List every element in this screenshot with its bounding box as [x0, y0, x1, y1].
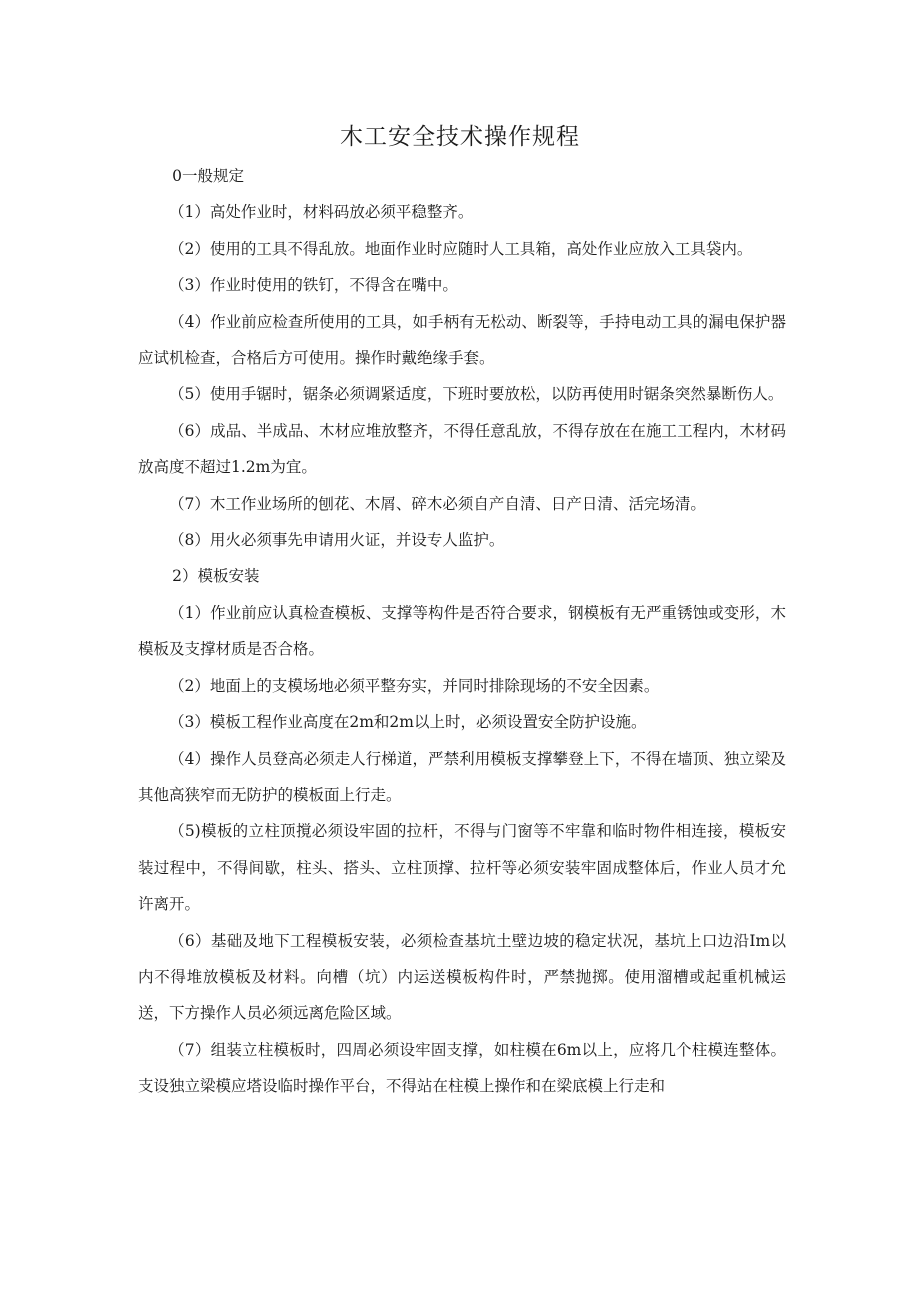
formwork-item-6: （6）基础及地下工程模板安装，必须检查基坑土壁边坡的稳定状况，基坑上口边沿Im以内不得堆放模板及材料。向槽（坑）内运送模板构件时，严禁抛掷。使用溜槽或起重机械运送，下方操作人员必须远离危险区域。	[138, 931, 786, 1023]
section-heading-general: 0一般规定	[172, 167, 244, 185]
general-item-5: （5）使用手锯时，锯条必须调紧适度，下班时要放松，以防再使用时锯条突然暴断伤人。	[169, 385, 784, 404]
general-item-1: （1）高处作业时，材料码放必须平稳整齐。	[169, 203, 474, 222]
formwork-item-1: （1）作业前应认真检查模板、支撑等构件是否符合要求，钢模板有无严重锈蚀或变形，木模板及支撑材质是否合格。	[138, 603, 786, 659]
formwork-item-7: （7）组装立柱模板时，四周必须设牢固支撑，如柱模在6m以上，应将几个柱模连整体。支设独立梁模应塔设临时操作平台，不得站在柱模上操作和在梁底模上行走和	[138, 1040, 786, 1096]
general-item-7: （7）木工作业场所的刨花、木屑、碎木必须自产自清、日产日清、活完场清。	[169, 494, 706, 513]
general-item-3: （3）作业时使用的铁钉，不得含在嘴中。	[169, 276, 458, 295]
general-item-8: （8）用火必须事先申请用火证，并设专人监护。	[169, 531, 505, 550]
document-title: 木工安全技术操作规程	[340, 124, 580, 150]
formwork-item-2: （2）地面上的支模场地必须平整夯实，并同时排除现场的不安全因素。	[169, 676, 660, 695]
formwork-item-5: （5)模板的立柱顶撹必须设牢固的拉杆，不得与门窗等不牢靠和临时物件相连接，模板安装过程中，不得间歇，柱头、搭头、立柱顶撑、拉杆等必须安装牢固成整体后，作业人员才允许离开。	[138, 822, 786, 914]
section-heading-formwork: 2）模板安装	[172, 567, 260, 586]
formwork-item-4: （4）操作人员登高必须走人行梯道，严禁利用模板支撑攀登上下，不得在墙顶、独立梁及其他高狭窄而无防护的模板面上行走。	[138, 749, 786, 804]
general-item-4: （4）作业前应检查所使用的工具，如手柄有无松动、断裂等，手持电动工具的漏电保护器应试机检查，合格后方可使用。操作时戴绝缘手套。	[138, 312, 786, 368]
general-item-6: （6）成品、半成品、木材应堆放整齐，不得任意乱放，不得存放在在施工工程内，木材码放高度不超过1.2m为宜。	[138, 421, 786, 477]
formwork-item-3: （3）模板工程作业高度在2m和2m以上时，必须设置安全防护设施。	[169, 713, 647, 732]
document-body	[138, 158, 786, 1105]
general-item-2: （2）使用的工具不得乱放。地面作业时应随时人工具箱，高处作业应放入工具袋内。	[169, 239, 753, 258]
